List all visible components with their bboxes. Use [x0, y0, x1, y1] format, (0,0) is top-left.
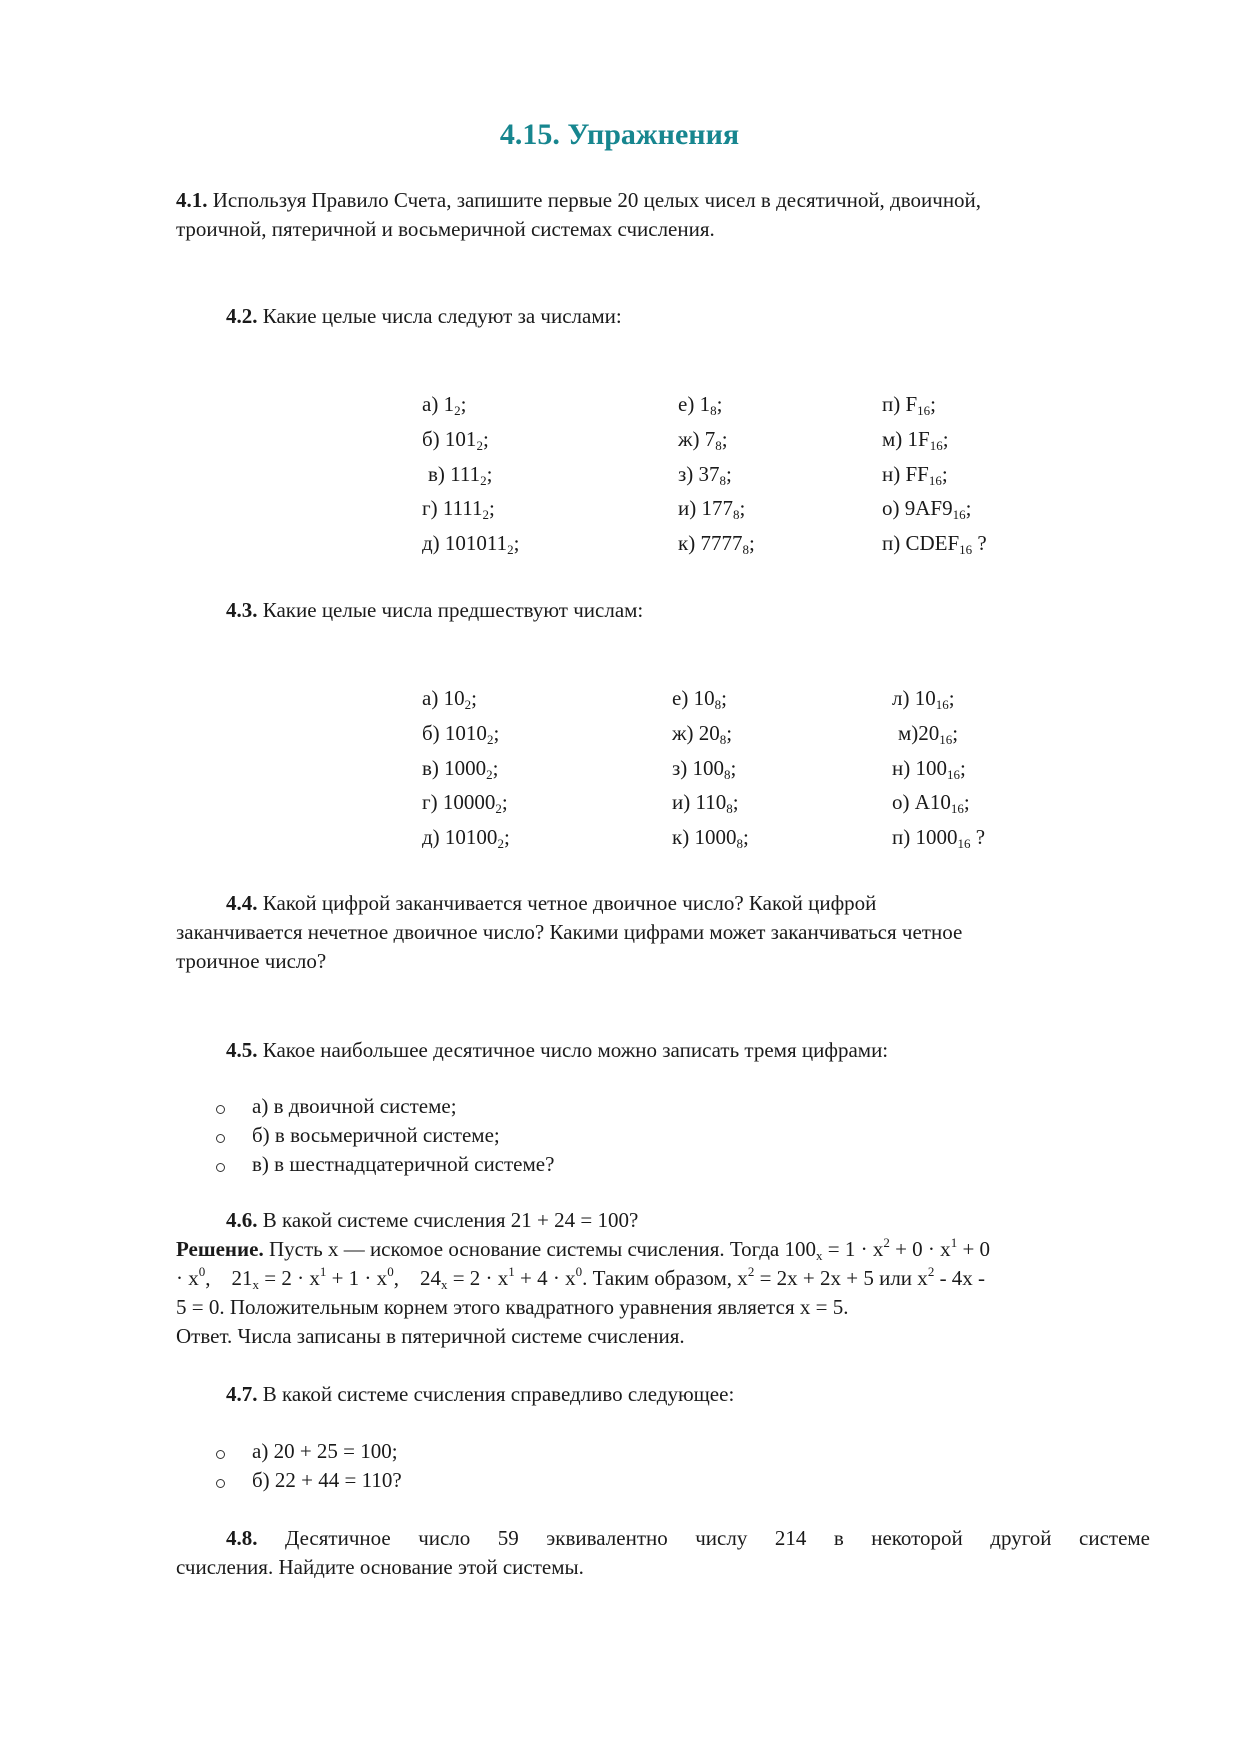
exercise-4-1	[176, 186, 1136, 244]
list-item: и) $177_8$;	[678, 496, 746, 522]
exercise-text: Какое наибольшее десятичное число можно записать тремя цифрами:	[262, 1038, 889, 1062]
exercise-number: 4.6.	[226, 1208, 258, 1232]
list-item: в) $111_2$;	[428, 462, 493, 488]
exercise-4-3-table	[0, 686, 1239, 856]
exercise-text: счисления. Найдите основание этой системы.	[176, 1555, 584, 1579]
exercise-4-5-options	[214, 1092, 554, 1179]
list-item: в) в шестнадцатеричной системе?	[214, 1150, 554, 1179]
list-item: з) $37_8$;	[678, 462, 732, 488]
exercise-4-6-solution: Решение. Пусть x — искомое основание системы счисления. Тогда $100_x = 1 \cdot x^2 + 0 \cdot x^1 + 0$ · $x^0$, $21_x = 2 \cdot x^1 + 1 \cdot x^0$, $24_x = 2 \cdot x^1 + 4 \cdot x^0$. Таким образом, $x^2 = 2x + 2x + 5$ или $x^2 - 4x$ - 5 = 0. Положительным корнем этого квадратного уравнения является x = 5. Ответ. Числа записаны в пятеричной системе счисления.	[176, 1235, 1156, 1351]
bullet-icon	[216, 1450, 225, 1459]
list-item: д) $101011_2$;	[422, 531, 520, 557]
list-item: н) $100_{16}$;	[892, 756, 966, 782]
exercise-4-3	[226, 596, 643, 625]
exercise-4-4	[176, 889, 1156, 976]
list-item: а) в двоичной системе;	[214, 1092, 554, 1121]
list-item: б) в восьмеричной системе;	[214, 1121, 554, 1150]
list-item: к) $7777_8$;	[678, 531, 755, 557]
list-item: п) $CDEF_{16}$ ?	[882, 531, 987, 557]
solution-text: 5 = 0. Положительным корнем этого квадратного уравнения является x = 5.	[176, 1295, 849, 1319]
exercise-number: 4.3.	[226, 598, 258, 622]
list-item: а) $1_2$;	[422, 392, 467, 418]
list-item: б) 22 + 44 = 110?	[214, 1466, 402, 1495]
exercise-text: заканчивается нечетное двоичное число? Какими цифрами может заканчиваться четное	[176, 920, 963, 944]
exercise-number: 4.2.	[226, 304, 258, 328]
exercise-number: 4.5.	[226, 1038, 258, 1062]
list-item: б) $101_2$;	[422, 427, 489, 453]
exercise-text: В какой системе счисления 21 + 24 = 100?	[262, 1208, 639, 1232]
list-item: а) 20 + 25 = 100;	[214, 1437, 402, 1466]
list-item: о) $9AF9_{16}$;	[882, 496, 972, 522]
exercise-4-7	[226, 1380, 734, 1409]
list-item: в) $1000_2$;	[422, 756, 499, 782]
page-title: 4.15. Упражнения	[499, 118, 740, 151]
exercise-text: Десятичное число 59 эквивалентно числу 214 в некоторой другой системе	[285, 1526, 1151, 1550]
exercise-text: В какой системе счисления справедливо следующее:	[262, 1382, 735, 1406]
exercise-text: Используя Правило Счета, запишите первые 20 целых чисел в десятичной, двоичной,	[212, 188, 982, 212]
answer-text: Ответ. Числа записаны в пятеричной системе счисления.	[176, 1324, 685, 1348]
exercise-4-2-table	[0, 392, 1239, 562]
list-item: ж) $20_8$;	[672, 721, 733, 747]
exercise-4-2	[226, 302, 622, 331]
list-item: б) $1010_2$;	[422, 721, 500, 747]
list-item: о) $A10_{16}$;	[892, 790, 970, 816]
list-item: д) $10100_2$;	[422, 825, 510, 851]
bullet-icon	[216, 1163, 225, 1172]
list-item: п) $1000_{16}$ ?	[892, 825, 986, 851]
list-item: з) $100_8$;	[672, 756, 737, 782]
exercise-number: 4.4.	[226, 891, 258, 915]
list-item: е) $1_8$;	[678, 392, 723, 418]
exercise-text: троичное число?	[176, 949, 327, 973]
list-item: е) $10_8$;	[672, 686, 727, 712]
list-item: г) $1111_2$;	[422, 496, 495, 522]
exercise-text: Какой цифрой заканчивается четное двоичное число? Какой цифрой	[262, 891, 877, 915]
exercise-text: троичной, пятеричной и восьмеричной системах счисления.	[176, 217, 715, 241]
exercise-number: 4.7.	[226, 1382, 258, 1406]
list-item: п) $F_{16}$;	[882, 392, 937, 418]
exercise-4-5	[226, 1036, 888, 1065]
exercise-4-8	[176, 1524, 1150, 1582]
list-item: н) $FF_{16}$;	[882, 462, 948, 488]
list-item: ж) $7_8$;	[678, 427, 728, 453]
bullet-icon	[216, 1134, 225, 1143]
list-item: л) $10_{16}$;	[892, 686, 955, 712]
list-item: а) $10_2$;	[422, 686, 477, 712]
exercise-number: 4.1.	[176, 188, 208, 212]
bullet-icon	[216, 1105, 225, 1114]
bullet-icon	[216, 1479, 225, 1488]
exercise-4-7-options	[214, 1437, 402, 1495]
solution-label: Решение.	[176, 1237, 264, 1261]
exercise-4-6	[226, 1206, 638, 1235]
list-item: и) $110_8$;	[672, 790, 739, 816]
exercise-number: 4.8.	[226, 1526, 258, 1550]
list-item: г) $10000_2$;	[422, 790, 508, 816]
list-item: м) $1F_{16}$;	[882, 427, 949, 453]
exercise-text: Какие целые числа предшествуют числам:	[262, 598, 644, 622]
list-item: $м)20_{16}$;	[898, 721, 959, 747]
list-item: к) $1000_8$;	[672, 825, 749, 851]
exercise-text: Какие целые числа следуют за числами:	[262, 304, 622, 328]
